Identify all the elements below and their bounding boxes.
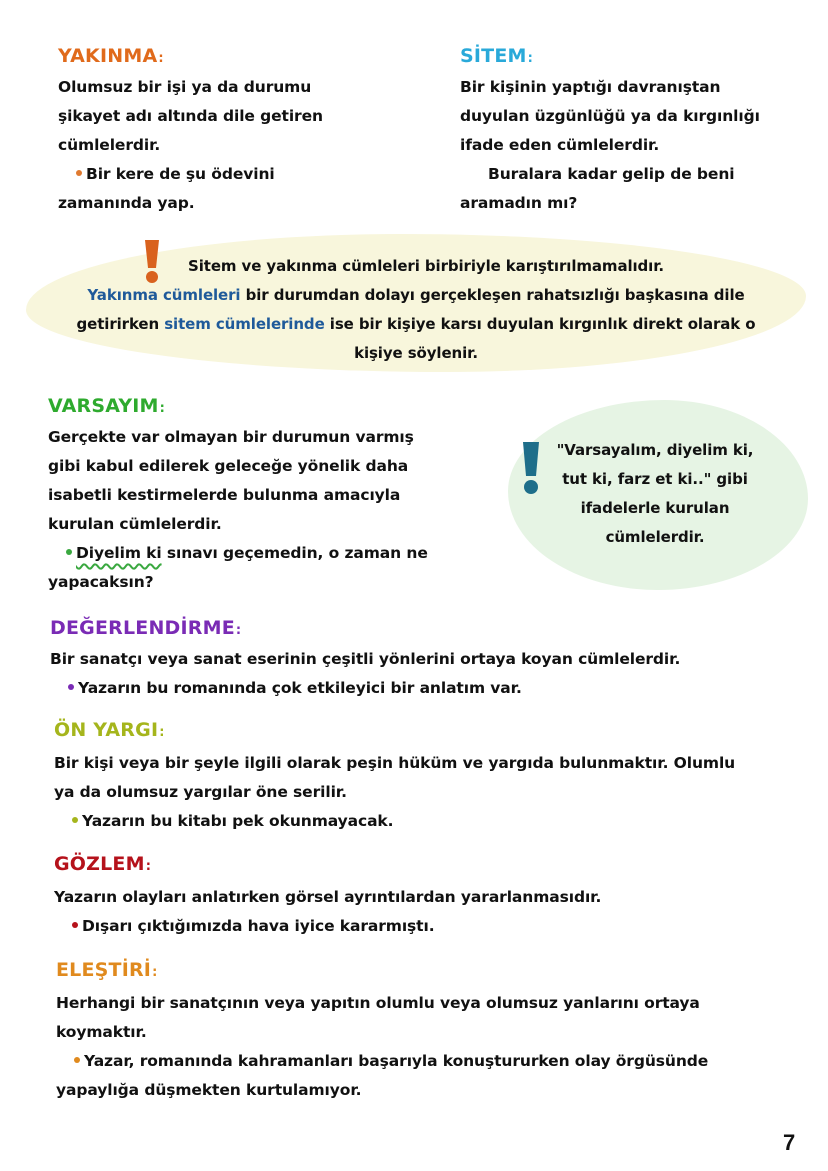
section-sitem xyxy=(460,44,760,218)
section-title: SİTEM: xyxy=(460,45,534,67)
section-title: VARSAYIM: xyxy=(48,395,166,417)
definition: Yazarın olayları anlatırken görsel ayrıntılardan yararlanmasıdır. Dışarı çıktığımızda hava iyice kararmıştı. xyxy=(54,883,601,941)
bullet-icon xyxy=(72,817,78,823)
example: Diyelim ki sınavı geçemedin, o zaman ne xyxy=(48,539,428,568)
section-title: DEĞERLENDİRME: xyxy=(50,617,242,639)
bullet-icon xyxy=(66,549,72,555)
bullet-icon xyxy=(76,170,82,176)
bullet-icon xyxy=(72,922,78,928)
section-degerlendirme xyxy=(50,616,680,703)
highlight-yakinma: Yakınma cümleleri xyxy=(87,286,241,304)
highlight-sitem: sitem cümlelerinde xyxy=(164,315,325,333)
definition: Bir sanatçı veya sanat eserinin çeşitli yönlerini ortaya koyan cümlelerdir. Yazarın bu romanında çok etkileyici bir anlatım var. xyxy=(50,645,680,703)
page-number: 7 xyxy=(783,1130,796,1155)
section-title: ELEŞTİRİ: xyxy=(56,959,158,981)
definition: Herhangi bir sanatçının veya yapıtın olumlu veya olumsuz yanlarını ortaya koymaktır. Yazar, romanında kahramanları başarıyla konuştururken olay örgüsünde yapaylığa düşmekten kurtulamıyor. xyxy=(56,994,709,1099)
section-gozlem xyxy=(54,852,601,941)
definition: Bir kişi veya bir şeyle ilgili olarak peşin hüküm ve yargıda bulunmaktır. Olumlu ya da olumsuz yargılar öne serilir. Yazarın bu kitabı pek okunmayacak. xyxy=(54,749,735,836)
section-title: GÖZLEM: xyxy=(54,853,152,875)
underlined-phrase: Diyelim ki xyxy=(76,544,162,562)
example: Bir kere de şu ödevini xyxy=(58,160,323,189)
bullet-icon xyxy=(68,684,74,690)
example: Yazarın bu kitabı pek okunmayacak. xyxy=(54,807,735,836)
note-yellow: Sitem ve yakınma cümleleri birbiriyle karıştırılmamalıdır. Yakınma cümleleri bir durumdan dolayı gerçekleşen rahatsızlığı başkasına dile getirirken sitem cümlelerinde ise bir kişiye karsı duyulan kırgınlık direkt olarak o kişiye söylenir. xyxy=(26,234,806,368)
example: Buralara kadar gelip de beni xyxy=(488,165,735,183)
exclamation-icon xyxy=(520,440,542,496)
definition: Bir kişinin yaptığı davranıştan duyulan üzgünlüğü ya da kırgınlığı ifade eden cümlelerdir. Buralara kadar gelip de beni aramadın mı? xyxy=(460,78,760,212)
example: Yazarın bu romanında çok etkileyici bir anlatım var. xyxy=(50,674,680,703)
bullet-icon xyxy=(74,1057,80,1063)
definition: Olumsuz bir işi ya da durumu şikayet adı altında dile getiren cümlelerdir. Bir kere de şu ödevini zamanında yap. xyxy=(58,78,323,212)
example: Yazar, romanında kahramanları başarıyla konuştururken olay örgüsünde xyxy=(56,1047,708,1076)
section-title: ÖN YARGI: xyxy=(54,719,165,741)
section-varsayim xyxy=(48,394,428,597)
note-green: "Varsayalım, diyelim ki, tut ki, farz et ki.." gibi ifadelerle kurulan cümlelerdir. xyxy=(518,436,778,552)
example: Dışarı çıktığımızda hava iyice kararmıştı. xyxy=(54,912,601,941)
section-elestiri xyxy=(56,958,708,1105)
section-title: YAKINMA: xyxy=(58,45,164,67)
section-on-yargi xyxy=(54,718,735,836)
exclamation-icon xyxy=(142,238,162,284)
definition: Gerçekte var olmayan bir durumun varmış gibi kabul edilerek geleceğe yönelik daha isabetli kestirmelerde bulunma amacıyla kurulan cümlelerdir. Diyelim ki sınavı geçemedin, o zaman ne yapacaksın? xyxy=(48,428,428,591)
section-yakinma xyxy=(58,44,323,218)
